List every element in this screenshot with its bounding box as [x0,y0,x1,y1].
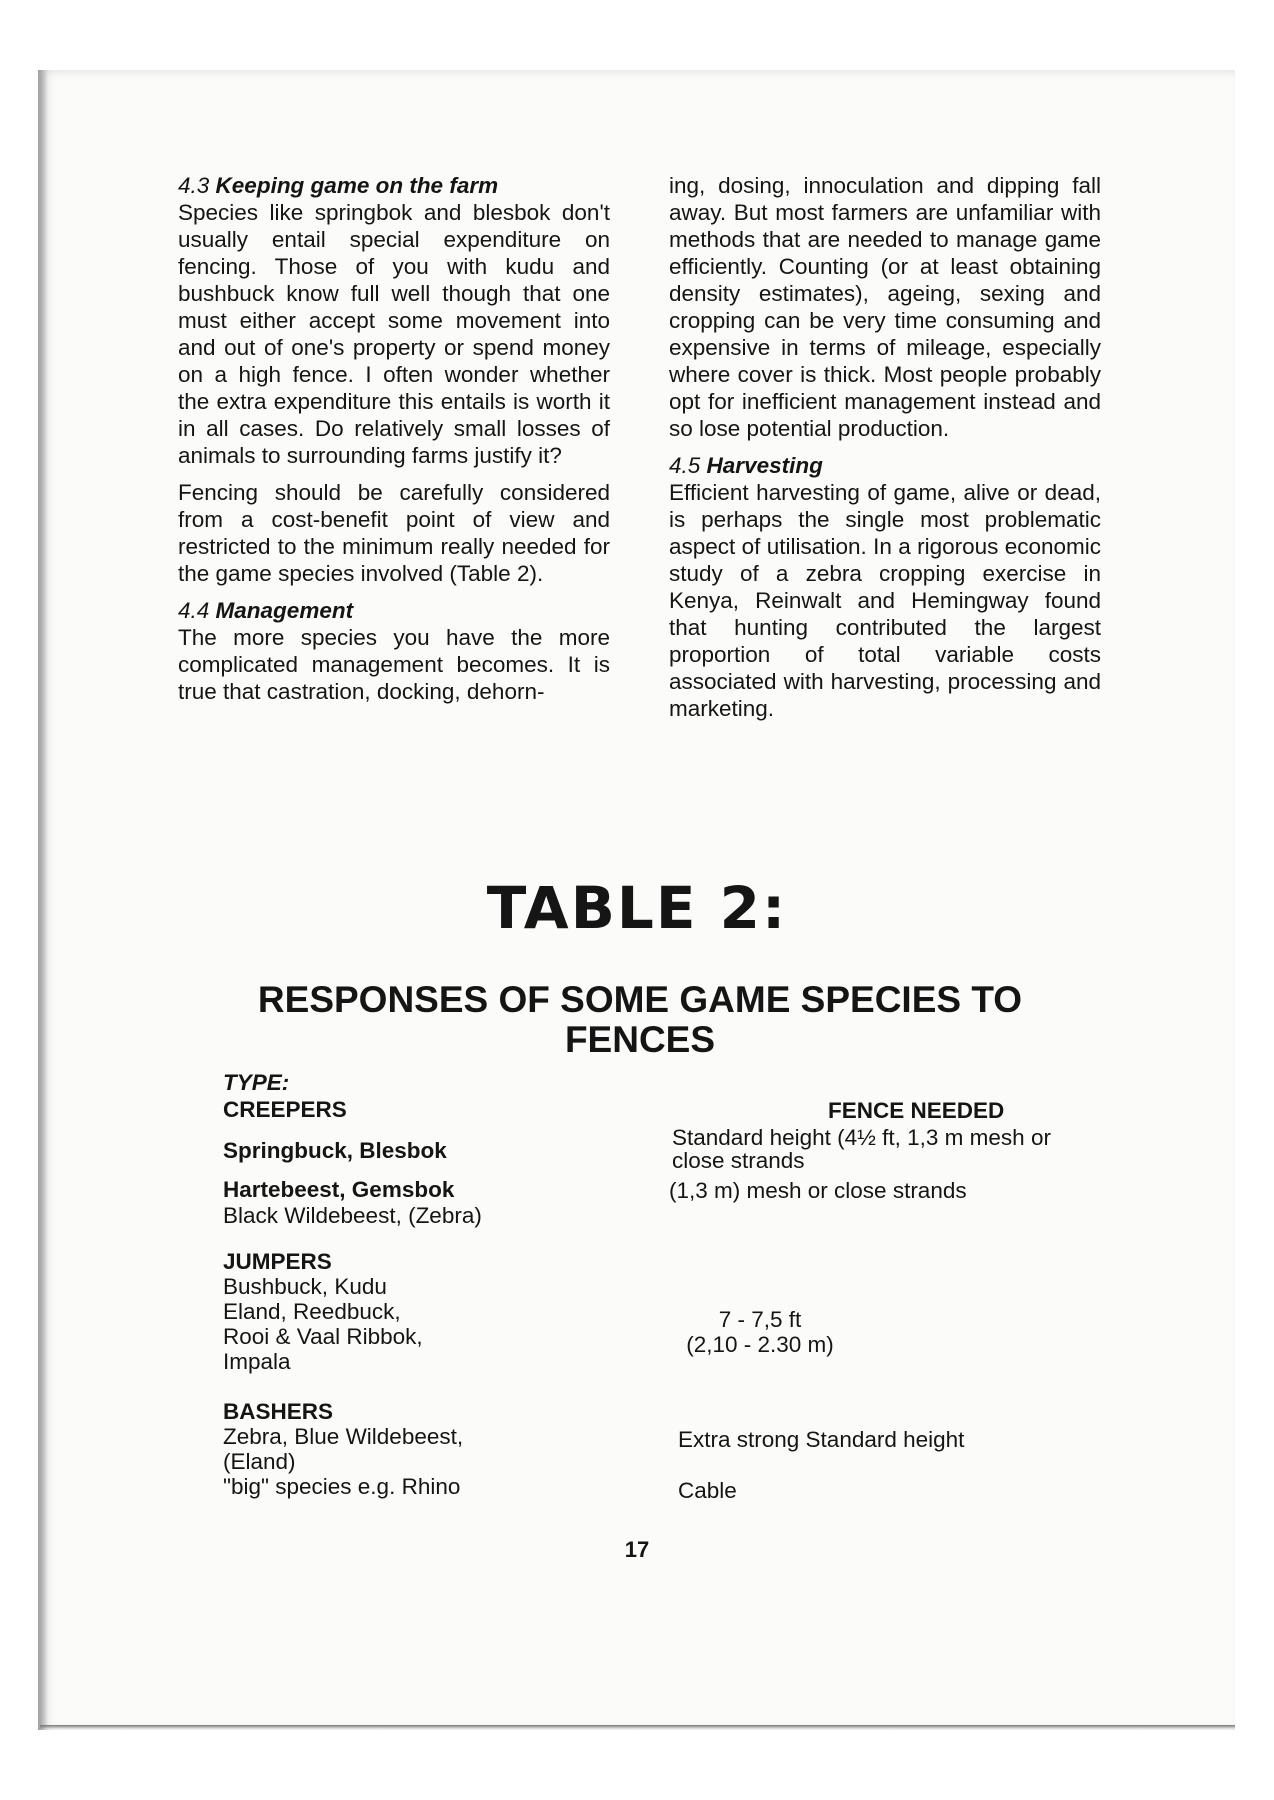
paragraph: Species like springbok and blesbok don't usually entail special expenditure on fencing. Those of you with kudu and bushbuck know full well though that one must either accept some movement into and out of one's property or spend money on a high fence. I often wonder whether the extra expenditure this entails is worth it in all cases. Do relatively small losses of animals to surrounding farms justify it? [178,200,610,468]
species-row: Springbuck, Blesbok [223,1138,447,1163]
species-row: Zebra, Blue Wildebeest, [223,1424,464,1449]
species-row: Impala [223,1349,291,1374]
section-number: 4.5 [669,453,701,478]
section-title: Management [215,598,354,623]
bashers-group [223,1399,463,1499]
fence-value [672,1307,848,1357]
fence-line: (2,10 - 2.30 m) [686,1332,834,1357]
fence-value: Extra strong Standard height [678,1427,965,1452]
section-number: 4.3 [178,173,210,198]
jumpers-group [223,1249,423,1374]
page-number: 17 [624,1537,650,1562]
species-row: "big" species e.g. Rhino [223,1474,461,1499]
group-heading: JUMPERS [223,1249,332,1274]
table-title: TABLE 2: [486,874,788,942]
species-row: Bushbuck, Kudu [223,1274,387,1299]
fence-value [672,1125,1051,1173]
species-row: (Eland) [223,1449,296,1474]
fence-value: Cable [678,1478,737,1503]
fence-needed-header: FENCE NEEDED [828,1098,1005,1123]
right-column [669,172,1101,732]
table-subtitle-line: RESPONSES OF SOME GAME SPECIES TO [257,979,1023,1020]
section-4-4-heading [178,597,610,624]
paragraph: Fencing should be carefully considered from a cost-benefit point of view and restricted to the minimum really needed for the game species involved (Table 2). [178,480,610,586]
section-4-3-heading [178,172,610,199]
fence-line: Standard height (4½ ft, 1,3 m mesh or [672,1125,1051,1150]
species-row: Hartebeest, Gemsbok [223,1177,455,1202]
scan-shadow-bottom [40,1725,1235,1729]
section-number: 4.4 [178,598,210,623]
section-4-5-heading [669,452,1101,479]
species-row: Eland, Reedbuck, [223,1299,401,1324]
type-label: TYPE: [223,1070,290,1095]
table-subtitle-line: FENCES [564,1019,716,1060]
section-title: Harvesting [706,453,823,478]
group-heading: CREEPERS [223,1097,347,1122]
table-subtitle [200,980,1080,1060]
paragraph: Efficient harvesting of game, alive or dead, is perhaps the single most problematic aspect of utilisation. In a rigorous economic study of a zebra cropping exercise in Kenya, Reinwalt and Hemingway found that hunting contributed the largest proportion of total variable costs associated with harvesting, processing and marketing. [669,480,1101,721]
left-column [178,172,610,715]
paragraph: The more species you have the more complicated management becomes. It is true that castration, docking, dehorn- [178,625,610,704]
fence-value: (1,3 m) mesh or close strands [669,1178,967,1203]
paragraph: ing, dosing, innoculation and dipping fall away. But most farmers are unfamiliar with methods that are needed to manage game efficiently. Counting (or at least obtaining density estimates), ageing, sexing and cropping can be very time consuming and expensive in terms of mileage, especially where cover is thick. Most people probably opt for inefficient management instead and so lose potential production. [669,173,1101,441]
species-row: Black Wildebeest, (Zebra) [223,1203,482,1228]
fence-line: 7 - 7,5 ft [718,1307,802,1332]
creepers-group [223,1097,347,1122]
fence-line: close strands [672,1148,805,1173]
species-row: Rooi & Vaal Ribbok, [223,1324,423,1349]
group-heading: BASHERS [223,1399,334,1424]
section-title: Keeping game on the farm [215,173,499,198]
